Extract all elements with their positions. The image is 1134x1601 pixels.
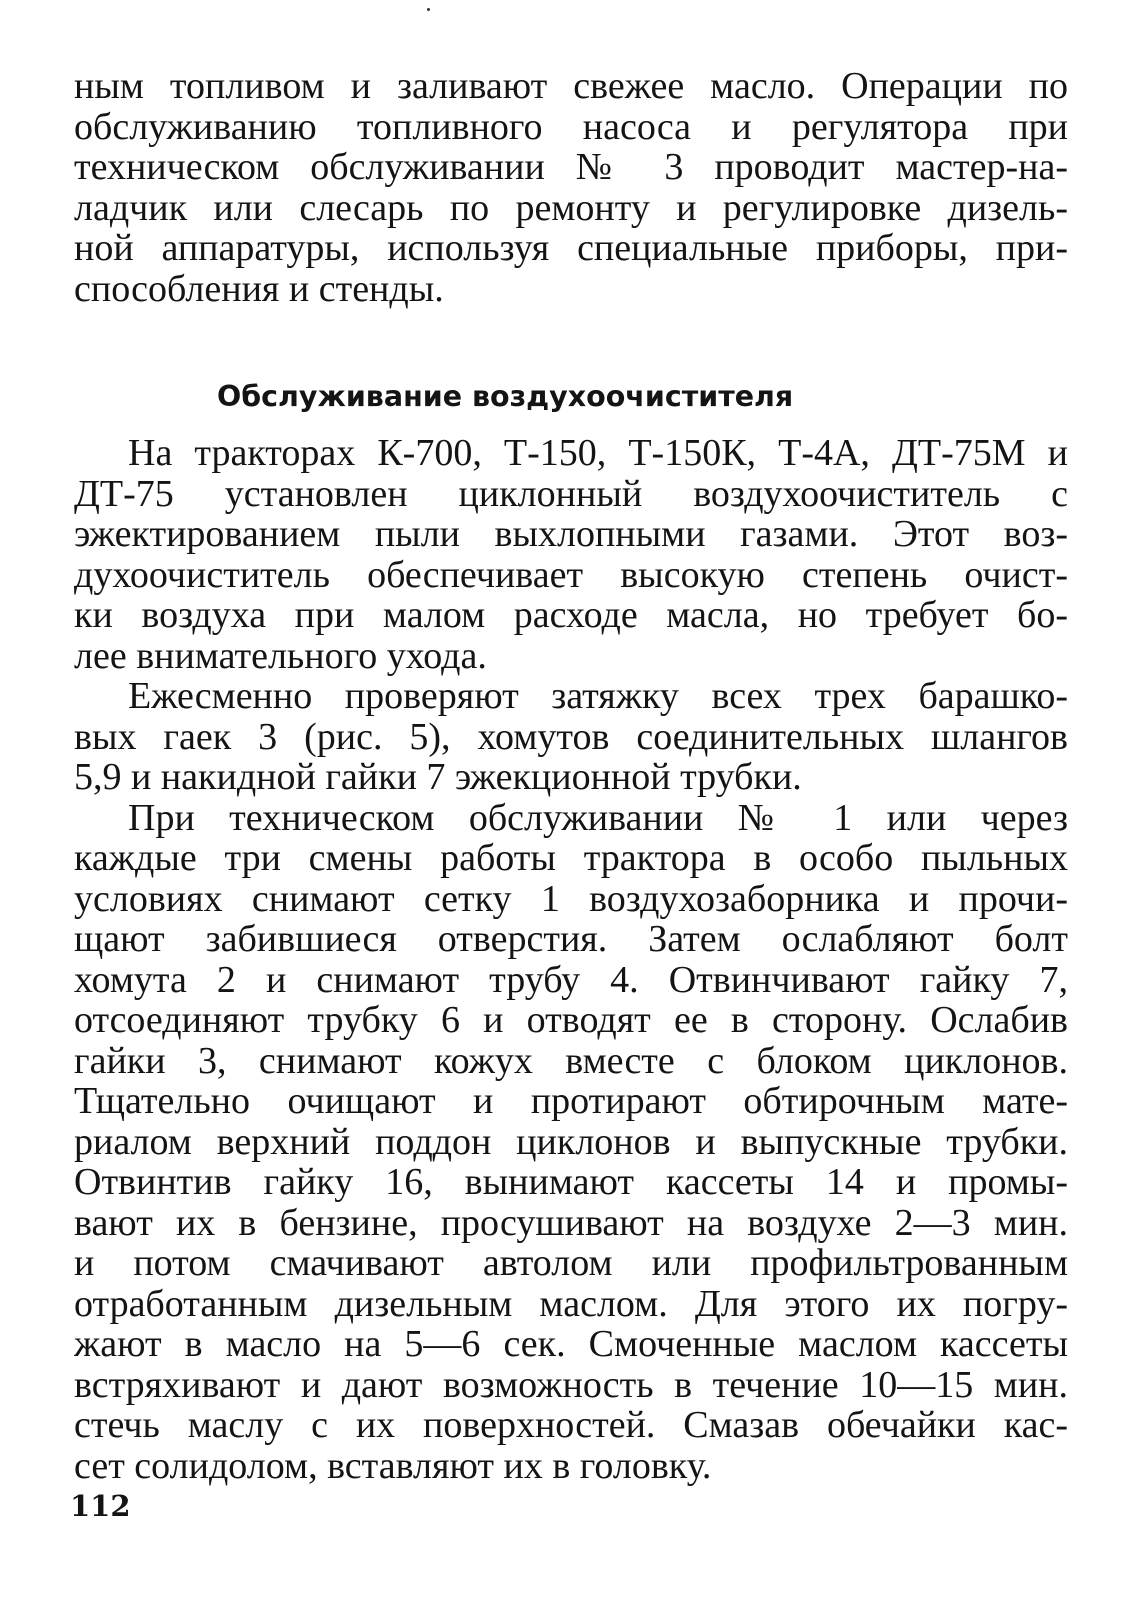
intro-paragraph xyxy=(74,66,1068,309)
paragraph-1 xyxy=(74,433,1068,676)
text-line: способления и стенды. xyxy=(74,268,444,309)
text-line: ладчик или слесарь по ремонту и регулировке дизель- xyxy=(74,187,1068,228)
text-line: техническом обслуживании № 3 проводит мастер-на- xyxy=(74,147,1068,188)
text-line: лее внимательного ухода. xyxy=(74,635,487,676)
text-line: При техническом обслуживании № 1 или через xyxy=(128,797,1068,838)
text-line: 5,9 и накидной гайки 7 эжекционной трубки. xyxy=(74,757,802,798)
text-line: щают забившиеся отверстия. Затем ослабляют болт xyxy=(74,919,1068,960)
text-line: духоочиститель обеспечивает высокую степень очист- xyxy=(74,554,1068,595)
text-line: гайки 3, снимают кожух вместе с блоком циклонов. xyxy=(74,1040,1068,1081)
text-line: риалом верхний поддон циклонов и выпускные трубки. xyxy=(74,1121,1068,1162)
text-line: отработанным дизельным маслом. Для этого их погру- xyxy=(74,1283,1068,1324)
paragraph-2 xyxy=(74,676,1068,798)
text-line: сет солидолом, вставляют их в головку. xyxy=(74,1445,712,1486)
scan-speck xyxy=(427,8,430,11)
text-line: ной аппаратуры, используя специальные приборы, при- xyxy=(74,228,1068,269)
text-line: эжектированием пыли выхлопными газами. Этот воз- xyxy=(74,514,1068,555)
text-line: встряхивают и дают возможность в течение 10—15 мин. xyxy=(74,1364,1068,1405)
text-line: вают их в бензине, просушивают на воздухе 2—3 мин. xyxy=(74,1202,1068,1243)
text-line: Отвинтив гайку 16, вынимают кассеты 14 и промы- xyxy=(74,1162,1068,1203)
text-line: вых гаек 3 (рис. 5), хомутов соединительных шлангов xyxy=(74,716,1068,757)
text-line: жают в масло на 5—6 сек. Смоченные маслом кассеты xyxy=(74,1324,1068,1365)
text-line: хомута 2 и снимают трубу 4. Отвинчивают гайку 7, xyxy=(74,959,1068,1000)
text-line: отсоединяют трубку 6 и отводят ее в сторону. Ослабив xyxy=(74,1000,1068,1041)
text-line: На тракторах К-700, Т-150, Т-150К, Т-4А, ДТ-75М и xyxy=(128,433,1068,474)
text-line: ДТ-75 установлен циклонный воздухоочиститель с xyxy=(74,473,1068,514)
section-heading: Обслуживание воздухоочистителя xyxy=(217,380,794,413)
text-line: и потом смачивают автолом или профильтрованным xyxy=(74,1243,1068,1284)
text-line: Тщательно очищают и протирают обтирочным мате- xyxy=(74,1081,1068,1122)
text-line: ным топливом и заливают свежее масло. Операции по xyxy=(74,66,1068,107)
text-line: каждые три смены работы трактора в особо пыльных xyxy=(74,838,1068,879)
text-line: Ежесменно проверяют затяжку всех трех барашко- xyxy=(128,676,1068,717)
text-line: обслуживанию топливного насоса и регулятора при xyxy=(74,106,1068,147)
paragraph-3 xyxy=(74,798,1068,1487)
text-line: ки воздуха при малом расходе масла, но требует бо- xyxy=(74,595,1068,636)
book-page xyxy=(74,66,1068,1486)
text-line: стечь маслу с их поверхностей. Смазав обечайки кас- xyxy=(74,1405,1068,1446)
page-number: 112 xyxy=(70,1489,131,1523)
text-line: условиях снимают сетку 1 воздухозаборника и прочи- xyxy=(74,878,1068,919)
